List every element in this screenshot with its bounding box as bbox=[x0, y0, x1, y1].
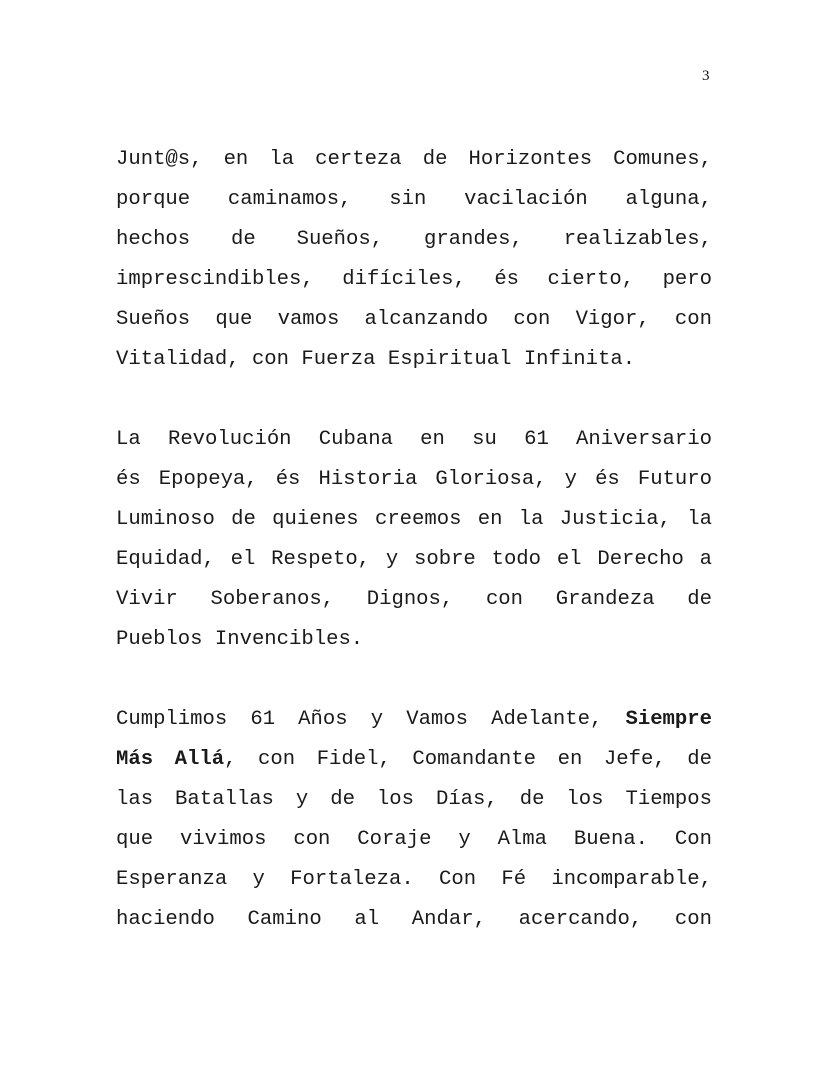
text-line: Esperanza y Fortaleza. Con Fé incomparable, bbox=[116, 868, 712, 891]
text-line: que vivimos con Coraje y Alma Buena. Con bbox=[116, 828, 712, 851]
text-line: La Revolución Cubana en su 61 Aniversario bbox=[116, 428, 712, 451]
paragraph-2 bbox=[116, 420, 712, 660]
text-run: Cumplimos 61 Años y Vamos Adelante, bbox=[116, 708, 603, 731]
text-line-mixed bbox=[116, 740, 712, 780]
bold-text: Más Allá bbox=[116, 748, 225, 771]
text-line: Junt@s, en la certeza de Horizontes Comunes, bbox=[116, 148, 712, 171]
paragraph-3 bbox=[116, 700, 712, 940]
page-number: 3 bbox=[702, 68, 710, 84]
paragraph-gap bbox=[116, 660, 712, 700]
text-line: las Batallas y de los Días, de los Tiempos bbox=[116, 788, 712, 811]
text-line: porque caminamos, sin vacilación alguna, bbox=[116, 188, 712, 211]
text-line: Vivir Soberanos, Dignos, con Grandeza de bbox=[116, 588, 712, 611]
text-line: haciendo Camino al Andar, acercando, con bbox=[116, 908, 712, 931]
paragraph-1 bbox=[116, 140, 712, 380]
bold-text: Siempre bbox=[625, 708, 712, 731]
text-run: , con Fidel, Comandante en Jefe, de bbox=[224, 748, 712, 771]
text-line: hechos de Sueños, grandes, realizables, bbox=[116, 228, 712, 251]
text-line-mixed bbox=[116, 700, 712, 740]
text-line: imprescindibles, difíciles, és cierto, pero bbox=[116, 268, 712, 291]
document-body bbox=[116, 140, 712, 940]
text-line: Luminoso de quienes creemos en la Justicia, la bbox=[116, 508, 712, 531]
text-line: Equidad, el Respeto, y sobre todo el Derecho a bbox=[116, 548, 712, 571]
text-line: Vitalidad, con Fuerza Espiritual Infinita. bbox=[116, 348, 636, 371]
text-line: Pueblos Invencibles. bbox=[116, 628, 364, 651]
text-line: és Epopeya, és Historia Gloriosa, y és Futuro bbox=[116, 468, 712, 491]
paragraph-gap bbox=[116, 380, 712, 420]
text-line: Sueños que vamos alcanzando con Vigor, con bbox=[116, 308, 712, 331]
